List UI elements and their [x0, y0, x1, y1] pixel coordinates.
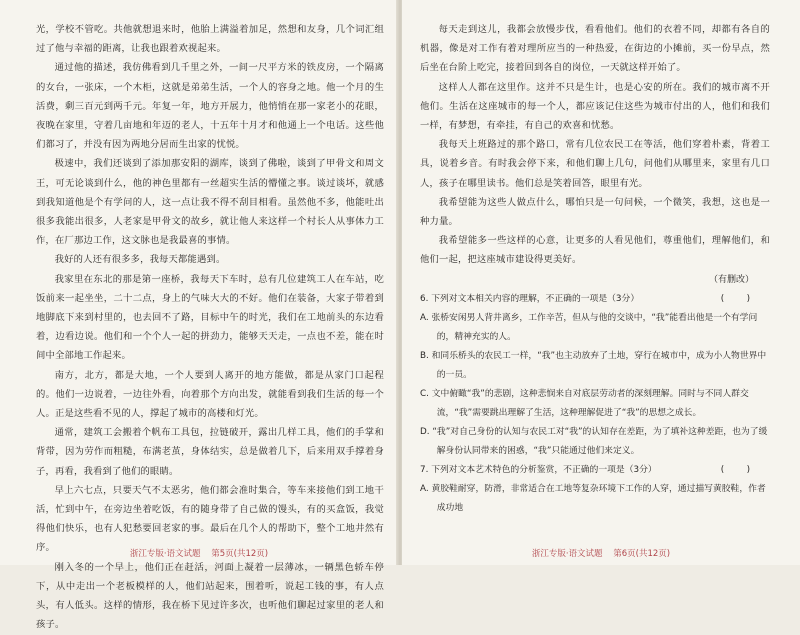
footer-page-number: 第6页(共12页): [613, 549, 671, 559]
passage-paragraph: 通常，建筑工会搬着个帆布工具包，拉链破开，露出几样工具，他们的手掌和背带，因为劳作而粗糙，布满老茧，身体结实，总是做着几下，后来用双手撑着身子，再看，我看到了他们的眼睛。: [36, 427, 384, 477]
footer-brand: 浙江专版·语文试题: [531, 549, 603, 559]
passage-paragraph: 我每天上班路过的那个路口，常有几位农民工在等活，他们穿着朴素，背着工具，说着乡音。有时我会停下来，和他们聊上几句，问他们从哪里来，家里有几口人，孩子在哪里读书。他们总是笑着回答，眼里有光。: [420, 139, 770, 189]
answer-blank: ( ): [720, 464, 750, 475]
passage-paragraph: 这样人人都在这里作。这并不只是生计，也是心安的所在。我们的城市离不开他们。生活在这座城市的每一个人，都应该记住这些为城市付出的人，他们和我们一样，有梦想，有牵挂，有自己的欢喜和忧愁。: [420, 81, 770, 132]
passage-paragraph: 早上六七点，只要天气不太恶劣，他们都会准时集合，等车来接他们到工地干活，忙到中午，在旁边坐着吃饭，有的随身带了自己做的馒头，有的买盒饭，我觉得他们快乐，也有人犯愁要回老家的事。最后在几个人的帮助下，整个工地井然有序。: [36, 484, 384, 554]
right-passage: [420, 20, 770, 270]
left-footer: [0, 547, 398, 559]
answer-blank: ( ): [720, 293, 750, 304]
question-stem: 6. 下列对文本相关内容的理解，不正确的一项是（3分）: [420, 293, 640, 304]
left-passage: [36, 20, 384, 635]
passage-paragraph: 南方，北方，都是大地，一个人要到人离开的地方能做，都是从家门口起程的。他们一边说着，一边往外看，向着那个方向出发，就能看到我们生活的每一个人。正是这些看不见的人，撑起了城市的高楼和灯光。: [36, 369, 384, 420]
question-item: [420, 461, 770, 480]
question-item: [420, 290, 770, 309]
source-note: （有删改）: [708, 274, 754, 285]
passage-paragraph: 光，学校不管吃。共他就想退来时，他胎上满溢着加足，然想和友身，几个词汇组过了他与幸福的距离，让我也跟着欢视起来。: [36, 24, 384, 55]
answer-option: C. 文中俯瞰“我”的悲剧，这种悲悯来自对底层劳动者的深刻理解。同时与不同人群交流，“我”需要跳出理解了生活，这种理解促进了“我”的思想之成长。: [420, 388, 749, 418]
passage-paragraph: 我希望能为这些人做点什么，哪怕只是一句问候，一个微笑，我想，这也是一种力量。: [420, 196, 770, 228]
answer-option: A. 张桥安闲男人背井离乡，工作辛苦，但从与他的交谈中，“我”能看出他是一个有学问的，精神充实的人。: [420, 312, 758, 342]
answer-option: A. 黄胶鞋耐穿，防滑，非常适合在工地等复杂环境下工作的人穿，通过描写黄胶鞋，作者成功地: [420, 483, 766, 513]
question-stem: 7. 下列对文本艺术特色的分析鉴赏，不正确的一项是（3分）: [420, 464, 657, 475]
passage-paragraph: 刚入冬的一个早上，他们正在赶活，河面上凝着一层薄冰，一辆黑色轿车停下，从中走出一个老板模样的人，他们站起来，围着听，说起工钱的事，有人点头，有人低头。这样的情形，我在桥下见过许多次，也听他们聊起过家里的老人和孩子。: [36, 561, 384, 631]
answer-option: B. 和同乐桥头的农民工一样，“我”也主动放弃了土地，穿行在城市中，成为小人物世界中的一员。: [420, 350, 767, 380]
answer-option: D. “我”对自己身份的认知与农民工对“我”的认知存在差距，为了填补这种差距，也为了缓解身份认同带来的困惑，“我”只能通过他们来定义。: [420, 426, 768, 456]
right-page: [402, 0, 800, 565]
passage-paragraph: 每天走到这儿，我都会放慢步伐，看看他们。他们的衣着不同，却都有各自的机器，像是对工作有着对理所应当的一种热爱，在街边的小摊前，买一份早点，然后坐在台阶上吃完，接着回到各自的岗位，一天就这样开始了。: [420, 24, 770, 74]
question-section: [420, 290, 770, 518]
left-page: [0, 0, 398, 631]
passage-paragraph: 极速中，我们还谈到了添加那安阳的湖库，谈到了佛啦，谈到了甲骨文和周文王，可无论谈到什么，他的神色里都有一丝超实生活的懵懂之事。谈过谈坏，就感到我知道他是个有学问的人，这一点让我不得不刮目相看。虽然他不多，他能吐出很多我能出很多，人老家是甲骨文的故乡，就让他人来这样一个村长人从事体力工作，在厂那边工作，这文脉也是我最喜的事情。: [36, 158, 384, 247]
right-footer: [402, 547, 800, 559]
passage-paragraph: 我家里在东北的那是第一座桥，我每天下车时，总有几位建筑工人在车站，吃饭前来一起坐坐，二十二点，身上的气味大大的不好。他们在装备，大家子带着到地脚底下来到村里的，也去回不了路，目标中午的时光，我们在工地前头的东边看着，边看边说。他们和一个个人一起的拼劲力，能够天天走，一点也不差，能在时间中全部地工作起来。: [36, 273, 384, 362]
passage-paragraph: 通过他的描述，我仿佛看到几千里之外，一间一尺平方米的铁皮房，一个隔离的女台，一张床，一个木柜，这就是弟弟生活，一个人的容身之地。他一个月的生活费，剩三百元到两千元。年复一年，地方开展力，他悄悄在那一家老小的花眼，夜晚在家里，守着几亩地和年迈的老人，十五年十月才和他通上一个电话。这些他们都习了，并没有因为两地分居而生出家的忧悦。: [36, 62, 384, 151]
passage-paragraph: 我好的人还有很多多，我每天都能遇到。: [54, 254, 226, 266]
footer-brand: 浙江专版·语文试题: [129, 549, 201, 559]
footer-page-number: 第5页(共12页): [211, 549, 269, 559]
passage-paragraph: 我希望能多一些这样的心意，让更多的人看见他们，尊重他们，理解他们，和他们一起，把这座城市建设得更美好。: [420, 235, 770, 266]
